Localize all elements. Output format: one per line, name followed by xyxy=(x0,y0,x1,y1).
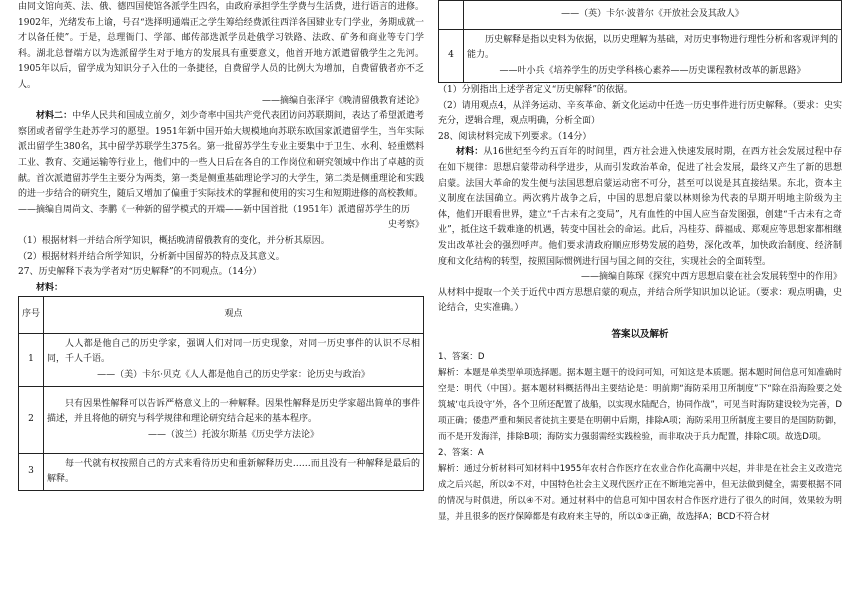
answer-1: 1、答案：D xyxy=(438,351,485,362)
row-text: 每一代就有权按照自己的方式来看待历史和重新解释历史……而且没有一种解释是最后的解释。 xyxy=(47,458,420,485)
row-source: ——（波兰）托波尔斯基《历史学方法论》 xyxy=(147,430,319,441)
row-source: ——（美）卡尔·贝克《人人都是他自己的历史学家：论历史与政治》 xyxy=(97,370,370,381)
row-num: 2 xyxy=(19,387,44,454)
question-27-2: （2）请用观点4，从洋务运动、辛亥革命、新文化运动中任选一历史事件进行历史解释。（要求：史实充分，逻辑合理，观点明确，分析全面） xyxy=(438,100,842,127)
answer-2-explanation: 解析：通过分析材料可知材料中1955年农村合作医疗在农业合作化高潮中兴起，并非是在社会主义改造完成之后兴起，所以②不对，中国特色社会主义现代医疗正在不断地完善中，但无法做到健全，需要根据不同的情况与时俱进，所以④不对。通过材料中的信息可知中国农村合作医疗进行了很久的时间，效果较为明显，并且很多的医疗保障都是有政府来主导的，所以①③正确，故选择A；BCD不符合材 xyxy=(438,463,842,522)
question-26-2: （2）根据材料并结合所学知识，分析新中国留苏的特点及其意义。 xyxy=(18,251,285,262)
material-label: 材料： xyxy=(36,282,64,293)
table-row xyxy=(19,454,424,491)
row-source: ——（英）卡尔·波普尔《开放社会及其敌人》 xyxy=(464,1,842,30)
question-27: 27、历史解释下表为学者对“历史解释”的不同观点。（14分） xyxy=(18,267,262,278)
answers-heading: 答案以及解析 xyxy=(611,328,669,340)
material-two-paragraph xyxy=(18,109,424,203)
material-one-paragraph: 由同文馆向英、法、俄、德四国使馆各派学生四名，由政府承担学生学费与生活费，进行语言的进修。1902年，光绪发布上谕，号召“选择明通端正之学生筹给经费派往西洋各国肄业专门学业，务期成就一才以备任使”。于是，总理衙门、学部、邮传部选派学员赴俄学习铁路、法政、矿务和商业等专门学科。湖北总督端方以为选派留学生对于地方的发展具有重要意义，他首开地方派遣留俄学生之先河。1905年以后，留学成为知识分子入仕的一条捷径，自费留学人员的比例大为增加，自费留俄者亦不乏人。 xyxy=(18,2,424,90)
answer-section xyxy=(438,349,842,525)
material-label: 材料： xyxy=(456,147,484,158)
row-source: ——叶小兵《培养学生的历史学科核心素养——历史课程教材改革的新思路》 xyxy=(499,65,806,76)
material-paragraph xyxy=(438,145,842,270)
row-text: 历史解释是指以史料为依据，以历史理解为基础，对历史事物进行理性分析和客观评判的能力。 xyxy=(467,34,838,61)
row-content xyxy=(44,454,424,491)
answer-1-explanation: 解析：本题是单类型单项选择题。据本题主题干的设问可知，可知这是本质题。据本题时间信息可知准确时空是：明代（中国）。据本题材料概括得出主要结论是：明前期“海防采用卫所制度”下“除在沿海险要之处筑城‘屯兵设守’外，各个卫所还配置了战船，以实现水陆配合，协同作战”，可见当时海防建设较为完善，D项正确；倭患严重和频民者徒抗主要是在明朝中后期，排除A项；海防采用卫所制度主要目的是国防防御，而不是开发海洋，排除B项；海防实力强弱需经实践检验，而非取决于兵力配置，排除C项。故选D项。 xyxy=(438,367,842,442)
right-column xyxy=(438,0,842,525)
viewpoints-table xyxy=(18,296,424,491)
answer-2: 2、答案：A xyxy=(438,447,484,458)
row-num: 4 xyxy=(439,30,464,83)
row-text: 人人都是他自己的历史学家，强调人们对同一历史现象，对同一历史事件的认识不尽相同，千人千语。 xyxy=(47,338,420,365)
table-row xyxy=(19,334,424,387)
row-num xyxy=(439,1,464,30)
question-27-1: （1）分别指出上述学者定义“历史解释”的依据。 xyxy=(438,85,633,95)
material-source: ——摘编自陈琛《探究中西方思想启蒙在社会发展转型中的作用》 xyxy=(580,272,842,283)
question-26-1: （1）根据材料一并结合所学知识，概括晚清留俄教育的变化，并分析其原因。 xyxy=(18,235,330,246)
row-content xyxy=(464,30,842,83)
row-content xyxy=(44,334,424,387)
table-row xyxy=(439,30,842,83)
row-num: 1 xyxy=(19,334,44,387)
table-row xyxy=(19,387,424,454)
row-num: 3 xyxy=(19,454,44,491)
row-content xyxy=(44,387,424,454)
material-two-source: ——摘编自周尚文、李鹏《一种新的留学模式的开端——新中国首批（1951年）派遣留苏学生的历 xyxy=(18,204,410,215)
table-header-row xyxy=(19,297,424,334)
material-one-source: ——摘编自张泽宇《晚清留俄教育述论》 xyxy=(261,95,424,106)
viewpoints-table-continued xyxy=(438,0,842,83)
question-extract: 从材料中提取一个关于近代中西方思想启蒙的观点，并结合所学知识加以论证。（要求：观点明确，史论结合，史实准确。） xyxy=(438,287,842,314)
left-column xyxy=(18,0,424,491)
header-view: 观点 xyxy=(44,297,424,334)
row-text: 只有因果性解释可以告诉严格意义上的一种解释。因果性解释是历史学家超出简单的事件描述，并且将他的研究与科学规律和理论研究结合起来的基本程序。 xyxy=(47,398,420,425)
material-two-label: 材料二： xyxy=(36,111,73,122)
table-row xyxy=(439,1,842,30)
material-two-text: 中华人民共和国成立前夕，刘少奇率中国共产党代表团访问苏联期间，表达了希望派遣考察团或者留学生赴苏学习的愿望。1951年新中国开始大规模地向苏联东欧国家派遣留学生，当年实际派出留学生380名，其中留学苏联学生375名。第一批留苏学生专业主要集中于卫生、水利、轻重燃料工业、教育、交通运输等行业上，他们中的一些人日后在各自的工作岗位和研究领域中作出了卓越的贡献。首次派遣留苏学生主要分为两类，第一类是侧重基础理论学习的大学生，第二类是侧重理论和实践的进一步结合的研究生，随后又增加了偏重于实际技术的掌握和使用的实习生和短期进修的高校教师。 xyxy=(18,111,424,200)
material-text: 从16世纪至今约五百年的时间里，西方社会进入快速发展时期，在西方社会发展过程中存在如下规律：思想启蒙带动科学进步，从而引发政治革命，促进了社会发展，最终又产生了新的思想启蒙。法国大革命的发生便与法国思想启蒙运动密不可分，甚至可以说是其直接结果。东北，资本主义制度在法国确立。两次鸦片战争之后，中国的思想启蒙以林则徐为代表的早期开明地主阶级为主体，他们开眼看世界，建立“千古未有之变局”，凡有血性的中国人应当奋发图强，创建“千古未有之奇业”，抵住这千载难逢的机遇，转变中国社会的命运。此后，冯桂芬、薛福成、郑观应等思想家都相继发出改革社会的强烈呼声。他们要求清政府顺应形势发展的趋势，深化改革，加快政治制度、经济制度和文化结构的转型，按照国际惯例进行国与国之间的交往，实现社会的全面转型。 xyxy=(438,147,842,267)
header-num: 序号 xyxy=(19,297,44,334)
material-two-source-cont: 史考察》 xyxy=(387,220,424,231)
question-28: 28、阅读材料完成下列要求。（14分） xyxy=(438,131,592,142)
